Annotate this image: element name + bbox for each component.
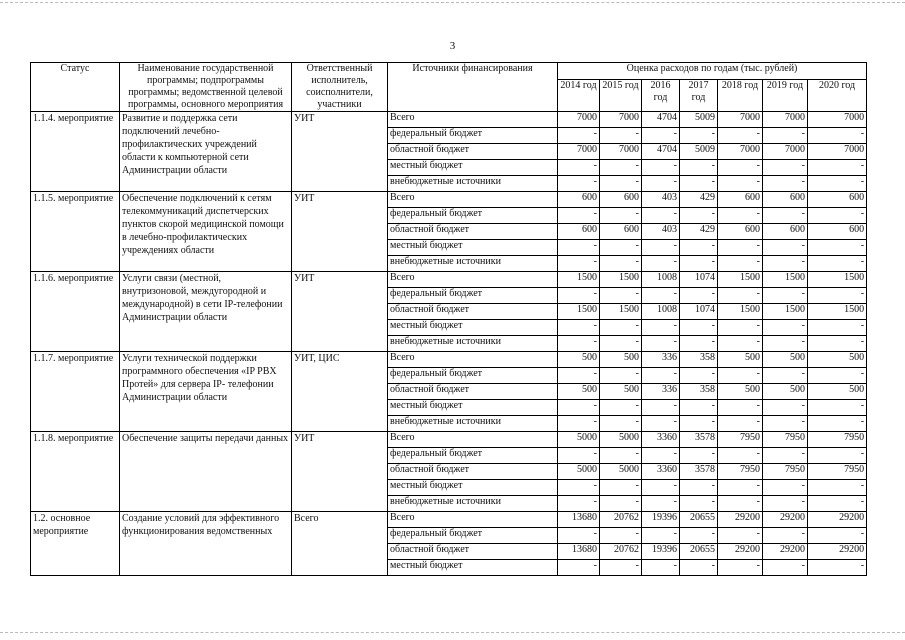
funding-source: федеральный бюджет <box>388 288 558 304</box>
header-year: 2015 год <box>600 79 642 111</box>
amount-cell: - <box>642 496 680 512</box>
amount-cell: 7000 <box>600 144 642 160</box>
amount-cell: 336 <box>642 352 680 368</box>
activity-responsible: УИТ <box>292 432 388 512</box>
amount-cell: - <box>718 240 763 256</box>
amount-cell: 29200 <box>718 512 763 528</box>
amount-cell: - <box>718 176 763 192</box>
header-year: 2018 год <box>718 79 763 111</box>
table-row <box>31 512 867 528</box>
amount-cell: - <box>558 176 600 192</box>
amount-cell: 5000 <box>558 464 600 480</box>
amount-cell: - <box>600 336 642 352</box>
amount-cell: - <box>642 560 680 576</box>
amount-cell: 1074 <box>680 272 718 288</box>
amount-cell: - <box>558 528 600 544</box>
header-status: Статус <box>31 63 120 112</box>
activity-responsible: Всего <box>292 512 388 576</box>
amount-cell: 600 <box>558 224 600 240</box>
amount-cell: 500 <box>718 352 763 368</box>
funding-source: местный бюджет <box>388 240 558 256</box>
header-year: 2019 год <box>763 79 808 111</box>
amount-cell: 7000 <box>558 112 600 128</box>
amount-cell: - <box>558 496 600 512</box>
amount-cell: - <box>680 368 718 384</box>
amount-cell: 7000 <box>808 144 867 160</box>
amount-cell: 600 <box>718 224 763 240</box>
amount-cell: 1008 <box>642 272 680 288</box>
amount-cell: - <box>808 336 867 352</box>
funding-source: внебюджетные источники <box>388 256 558 272</box>
amount-cell: 7000 <box>600 112 642 128</box>
amount-cell: 20655 <box>680 544 718 560</box>
amount-cell: 600 <box>718 192 763 208</box>
amount-cell: - <box>558 256 600 272</box>
amount-cell: - <box>642 256 680 272</box>
amount-cell: 3578 <box>680 432 718 448</box>
table-row <box>31 352 867 368</box>
table-row <box>31 112 867 128</box>
amount-cell: 7000 <box>718 112 763 128</box>
page-number: 3 <box>449 40 456 52</box>
header-row <box>31 63 867 80</box>
amount-cell: - <box>808 208 867 224</box>
amount-cell: 29200 <box>808 512 867 528</box>
amount-cell: - <box>558 368 600 384</box>
amount-cell: 1500 <box>718 304 763 320</box>
amount-cell: - <box>642 416 680 432</box>
amount-cell: - <box>680 496 718 512</box>
amount-cell: 1500 <box>600 272 642 288</box>
activity-name: Обеспечение подключений к сетям телекоммуникаций диспетчерских пунктов скорой медицинской помощи в лечебно-профилактических учреждениях области <box>120 192 292 272</box>
amount-cell: 7950 <box>718 464 763 480</box>
amount-cell: - <box>763 480 808 496</box>
amount-cell: 600 <box>808 192 867 208</box>
activity-responsible: УИТ, ЦИС <box>292 352 388 432</box>
amount-cell: - <box>763 368 808 384</box>
amount-cell: 358 <box>680 352 718 368</box>
amount-cell: 7950 <box>808 432 867 448</box>
header-estimate: Оценка расходов по годам (тыс. рублей) <box>558 63 867 80</box>
funding-source: внебюджетные источники <box>388 176 558 192</box>
amount-cell: - <box>718 528 763 544</box>
amount-cell: 3578 <box>680 464 718 480</box>
funding-source: внебюджетные источники <box>388 336 558 352</box>
amount-cell: 1500 <box>558 304 600 320</box>
amount-cell: - <box>763 240 808 256</box>
amount-cell: - <box>808 496 867 512</box>
amount-cell: 500 <box>600 384 642 400</box>
amount-cell: 500 <box>558 352 600 368</box>
amount-cell: - <box>808 416 867 432</box>
amount-cell: - <box>642 368 680 384</box>
amount-cell: 600 <box>808 224 867 240</box>
amount-cell: - <box>642 128 680 144</box>
amount-cell: 5000 <box>600 464 642 480</box>
amount-cell: - <box>558 400 600 416</box>
amount-cell: 1500 <box>558 272 600 288</box>
amount-cell: - <box>600 496 642 512</box>
amount-cell: - <box>680 560 718 576</box>
amount-cell: - <box>808 240 867 256</box>
amount-cell: 358 <box>680 384 718 400</box>
amount-cell: 336 <box>642 384 680 400</box>
budget-table-body <box>31 112 867 576</box>
amount-cell: - <box>680 288 718 304</box>
amount-cell: 403 <box>642 192 680 208</box>
amount-cell: 1500 <box>808 304 867 320</box>
activity-responsible: УИТ <box>292 192 388 272</box>
amount-cell: - <box>763 176 808 192</box>
amount-cell: - <box>680 160 718 176</box>
amount-cell: 4704 <box>642 144 680 160</box>
amount-cell: - <box>642 320 680 336</box>
amount-cell: 1500 <box>763 272 808 288</box>
amount-cell: - <box>558 448 600 464</box>
amount-cell: - <box>718 480 763 496</box>
scan-edge-bottom <box>0 632 905 634</box>
amount-cell: - <box>718 320 763 336</box>
activity-status: 1.1.5. мероприятие <box>31 192 120 272</box>
amount-cell: - <box>808 256 867 272</box>
amount-cell: 29200 <box>763 544 808 560</box>
header-year: 2017 год <box>680 79 718 111</box>
amount-cell: 20762 <box>600 512 642 528</box>
funding-source: местный бюджет <box>388 160 558 176</box>
amount-cell: 5009 <box>680 144 718 160</box>
header-sources: Источники финансирования <box>388 63 558 112</box>
amount-cell: - <box>718 160 763 176</box>
header-year: 2016 год <box>642 79 680 111</box>
amount-cell: - <box>808 400 867 416</box>
table-row <box>31 272 867 288</box>
amount-cell: - <box>558 240 600 256</box>
amount-cell: 600 <box>600 224 642 240</box>
amount-cell: - <box>680 176 718 192</box>
amount-cell: - <box>763 160 808 176</box>
amount-cell: - <box>718 400 763 416</box>
amount-cell: 19396 <box>642 512 680 528</box>
funding-source: федеральный бюджет <box>388 528 558 544</box>
amount-cell: 1074 <box>680 304 718 320</box>
amount-cell: - <box>718 128 763 144</box>
amount-cell: 429 <box>680 192 718 208</box>
amount-cell: - <box>642 336 680 352</box>
amount-cell: 20655 <box>680 512 718 528</box>
amount-cell: - <box>718 368 763 384</box>
funding-source: местный бюджет <box>388 400 558 416</box>
amount-cell: - <box>718 496 763 512</box>
amount-cell: - <box>558 128 600 144</box>
amount-cell: - <box>600 256 642 272</box>
funding-source: областной бюджет <box>388 144 558 160</box>
amount-cell: - <box>642 528 680 544</box>
amount-cell: 600 <box>763 224 808 240</box>
amount-cell: - <box>600 208 642 224</box>
amount-cell: - <box>808 368 867 384</box>
amount-cell: - <box>642 160 680 176</box>
amount-cell: 600 <box>558 192 600 208</box>
amount-cell: 500 <box>558 384 600 400</box>
amount-cell: 500 <box>763 384 808 400</box>
funding-source: местный бюджет <box>388 320 558 336</box>
amount-cell: - <box>680 240 718 256</box>
amount-cell: - <box>558 288 600 304</box>
amount-cell: - <box>600 528 642 544</box>
header-responsible: Ответственный исполнитель, соисполнители, участники <box>292 63 388 112</box>
amount-cell: 7000 <box>558 144 600 160</box>
funding-source: федеральный бюджет <box>388 448 558 464</box>
activity-name: Развитие и поддержка сети подключений лечебно-профилактических учреждений области к компьютерной сети Администрации области <box>120 112 292 192</box>
activity-status: 1.1.6. мероприятие <box>31 272 120 352</box>
amount-cell: - <box>763 400 808 416</box>
activity-status: 1.1.4. мероприятие <box>31 112 120 192</box>
amount-cell: 500 <box>808 352 867 368</box>
header-year: 2020 год <box>808 79 867 111</box>
funding-source: внебюджетные источники <box>388 496 558 512</box>
amount-cell: - <box>600 480 642 496</box>
activity-responsible: УИТ <box>292 272 388 352</box>
amount-cell: 29200 <box>808 544 867 560</box>
funding-source: областной бюджет <box>388 304 558 320</box>
amount-cell: - <box>642 240 680 256</box>
activity-name: Услуги технической поддержки программного обеспечения «IP PBX Протей» для сервера IP- телефонии Администрации области <box>120 352 292 432</box>
amount-cell: 1500 <box>763 304 808 320</box>
amount-cell: 5000 <box>600 432 642 448</box>
funding-source: федеральный бюджет <box>388 208 558 224</box>
activity-responsible: УИТ <box>292 112 388 192</box>
funding-source: внебюджетные источники <box>388 416 558 432</box>
amount-cell: 500 <box>600 352 642 368</box>
amount-cell: 7950 <box>718 432 763 448</box>
funding-source: областной бюджет <box>388 464 558 480</box>
amount-cell: 3360 <box>642 464 680 480</box>
amount-cell: - <box>680 320 718 336</box>
amount-cell: - <box>680 416 718 432</box>
amount-cell: - <box>808 128 867 144</box>
amount-cell: 19396 <box>642 544 680 560</box>
amount-cell: 4704 <box>642 112 680 128</box>
amount-cell: 13680 <box>558 544 600 560</box>
amount-cell: 1008 <box>642 304 680 320</box>
amount-cell: 3360 <box>642 432 680 448</box>
amount-cell: 7950 <box>763 432 808 448</box>
amount-cell: - <box>600 128 642 144</box>
amount-cell: 7950 <box>808 464 867 480</box>
activity-name: Обеспечение защиты передачи данных <box>120 432 292 512</box>
amount-cell: - <box>642 480 680 496</box>
amount-cell: - <box>808 528 867 544</box>
activity-status: 1.1.7. мероприятие <box>31 352 120 432</box>
amount-cell: - <box>763 560 808 576</box>
amount-cell: - <box>642 400 680 416</box>
funding-source: Всего <box>388 352 558 368</box>
funding-source: Всего <box>388 432 558 448</box>
amount-cell: - <box>680 336 718 352</box>
amount-cell: - <box>680 448 718 464</box>
activity-name: Создание условий для эффективного функционирования ведомственных <box>120 512 292 576</box>
amount-cell: - <box>680 208 718 224</box>
amount-cell: 600 <box>600 192 642 208</box>
amount-cell: 500 <box>763 352 808 368</box>
header-year: 2014 год <box>558 79 600 111</box>
amount-cell: 20762 <box>600 544 642 560</box>
amount-cell: - <box>763 336 808 352</box>
amount-cell: - <box>600 288 642 304</box>
amount-cell: - <box>600 320 642 336</box>
amount-cell: - <box>763 208 808 224</box>
funding-source: местный бюджет <box>388 560 558 576</box>
table-row <box>31 432 867 448</box>
amount-cell: - <box>558 208 600 224</box>
amount-cell: - <box>763 128 808 144</box>
amount-cell: - <box>558 320 600 336</box>
amount-cell: - <box>680 528 718 544</box>
amount-cell: - <box>680 128 718 144</box>
amount-cell: 429 <box>680 224 718 240</box>
amount-cell: - <box>808 160 867 176</box>
funding-source: федеральный бюджет <box>388 368 558 384</box>
amount-cell: - <box>600 416 642 432</box>
amount-cell: - <box>718 448 763 464</box>
amount-cell: - <box>763 416 808 432</box>
activity-name: Услуги связи (местной, внутризоновой, междугородной и международной) в сети IP-телефонии Администрации области <box>120 272 292 352</box>
funding-source: Всего <box>388 272 558 288</box>
amount-cell: - <box>763 256 808 272</box>
activity-status: 1.1.8. мероприятие <box>31 432 120 512</box>
amount-cell: 5009 <box>680 112 718 128</box>
amount-cell: - <box>558 480 600 496</box>
scan-edge-top <box>0 2 905 4</box>
amount-cell: - <box>718 416 763 432</box>
amount-cell: - <box>600 400 642 416</box>
amount-cell: 403 <box>642 224 680 240</box>
amount-cell: - <box>680 480 718 496</box>
amount-cell: - <box>718 256 763 272</box>
amount-cell: - <box>558 160 600 176</box>
amount-cell: - <box>808 480 867 496</box>
amount-cell: 7950 <box>763 464 808 480</box>
amount-cell: - <box>808 288 867 304</box>
amount-cell: - <box>600 160 642 176</box>
budget-table <box>30 62 867 576</box>
amount-cell: 1500 <box>808 272 867 288</box>
amount-cell: - <box>718 288 763 304</box>
amount-cell: 7000 <box>763 112 808 128</box>
amount-cell: 7000 <box>718 144 763 160</box>
amount-cell: - <box>600 240 642 256</box>
amount-cell: - <box>808 448 867 464</box>
amount-cell: 7000 <box>763 144 808 160</box>
amount-cell: - <box>808 320 867 336</box>
amount-cell: - <box>600 176 642 192</box>
amount-cell: 1500 <box>718 272 763 288</box>
table-row <box>31 192 867 208</box>
funding-source: Всего <box>388 112 558 128</box>
funding-source: областной бюджет <box>388 544 558 560</box>
amount-cell: 500 <box>718 384 763 400</box>
amount-cell: - <box>808 560 867 576</box>
amount-cell: 29200 <box>763 512 808 528</box>
amount-cell: - <box>642 288 680 304</box>
amount-cell: - <box>680 400 718 416</box>
amount-cell: - <box>718 560 763 576</box>
amount-cell: - <box>642 208 680 224</box>
amount-cell: - <box>642 448 680 464</box>
amount-cell: - <box>642 176 680 192</box>
amount-cell: - <box>763 320 808 336</box>
amount-cell: - <box>763 448 808 464</box>
amount-cell: 600 <box>763 192 808 208</box>
amount-cell: 1500 <box>600 304 642 320</box>
funding-source: Всего <box>388 192 558 208</box>
header-name: Наименование государственной программы; подпрограммы программы; ведомственной целевой программы, основного мероприятия <box>120 63 292 112</box>
amount-cell: 13680 <box>558 512 600 528</box>
funding-source: областной бюджет <box>388 384 558 400</box>
amount-cell: - <box>558 336 600 352</box>
amount-cell: 7000 <box>808 112 867 128</box>
amount-cell: - <box>718 208 763 224</box>
funding-source: областной бюджет <box>388 224 558 240</box>
funding-source: Всего <box>388 512 558 528</box>
amount-cell: - <box>600 448 642 464</box>
funding-source: местный бюджет <box>388 480 558 496</box>
amount-cell: 29200 <box>718 544 763 560</box>
amount-cell: 500 <box>808 384 867 400</box>
amount-cell: - <box>763 288 808 304</box>
amount-cell: - <box>558 416 600 432</box>
activity-status: 1.2. основное мероприятие <box>31 512 120 576</box>
amount-cell: - <box>763 528 808 544</box>
amount-cell: - <box>558 560 600 576</box>
amount-cell: 5000 <box>558 432 600 448</box>
amount-cell: - <box>680 256 718 272</box>
amount-cell: - <box>600 560 642 576</box>
amount-cell: - <box>808 176 867 192</box>
amount-cell: - <box>763 496 808 512</box>
funding-source: федеральный бюджет <box>388 128 558 144</box>
amount-cell: - <box>600 368 642 384</box>
amount-cell: - <box>718 336 763 352</box>
